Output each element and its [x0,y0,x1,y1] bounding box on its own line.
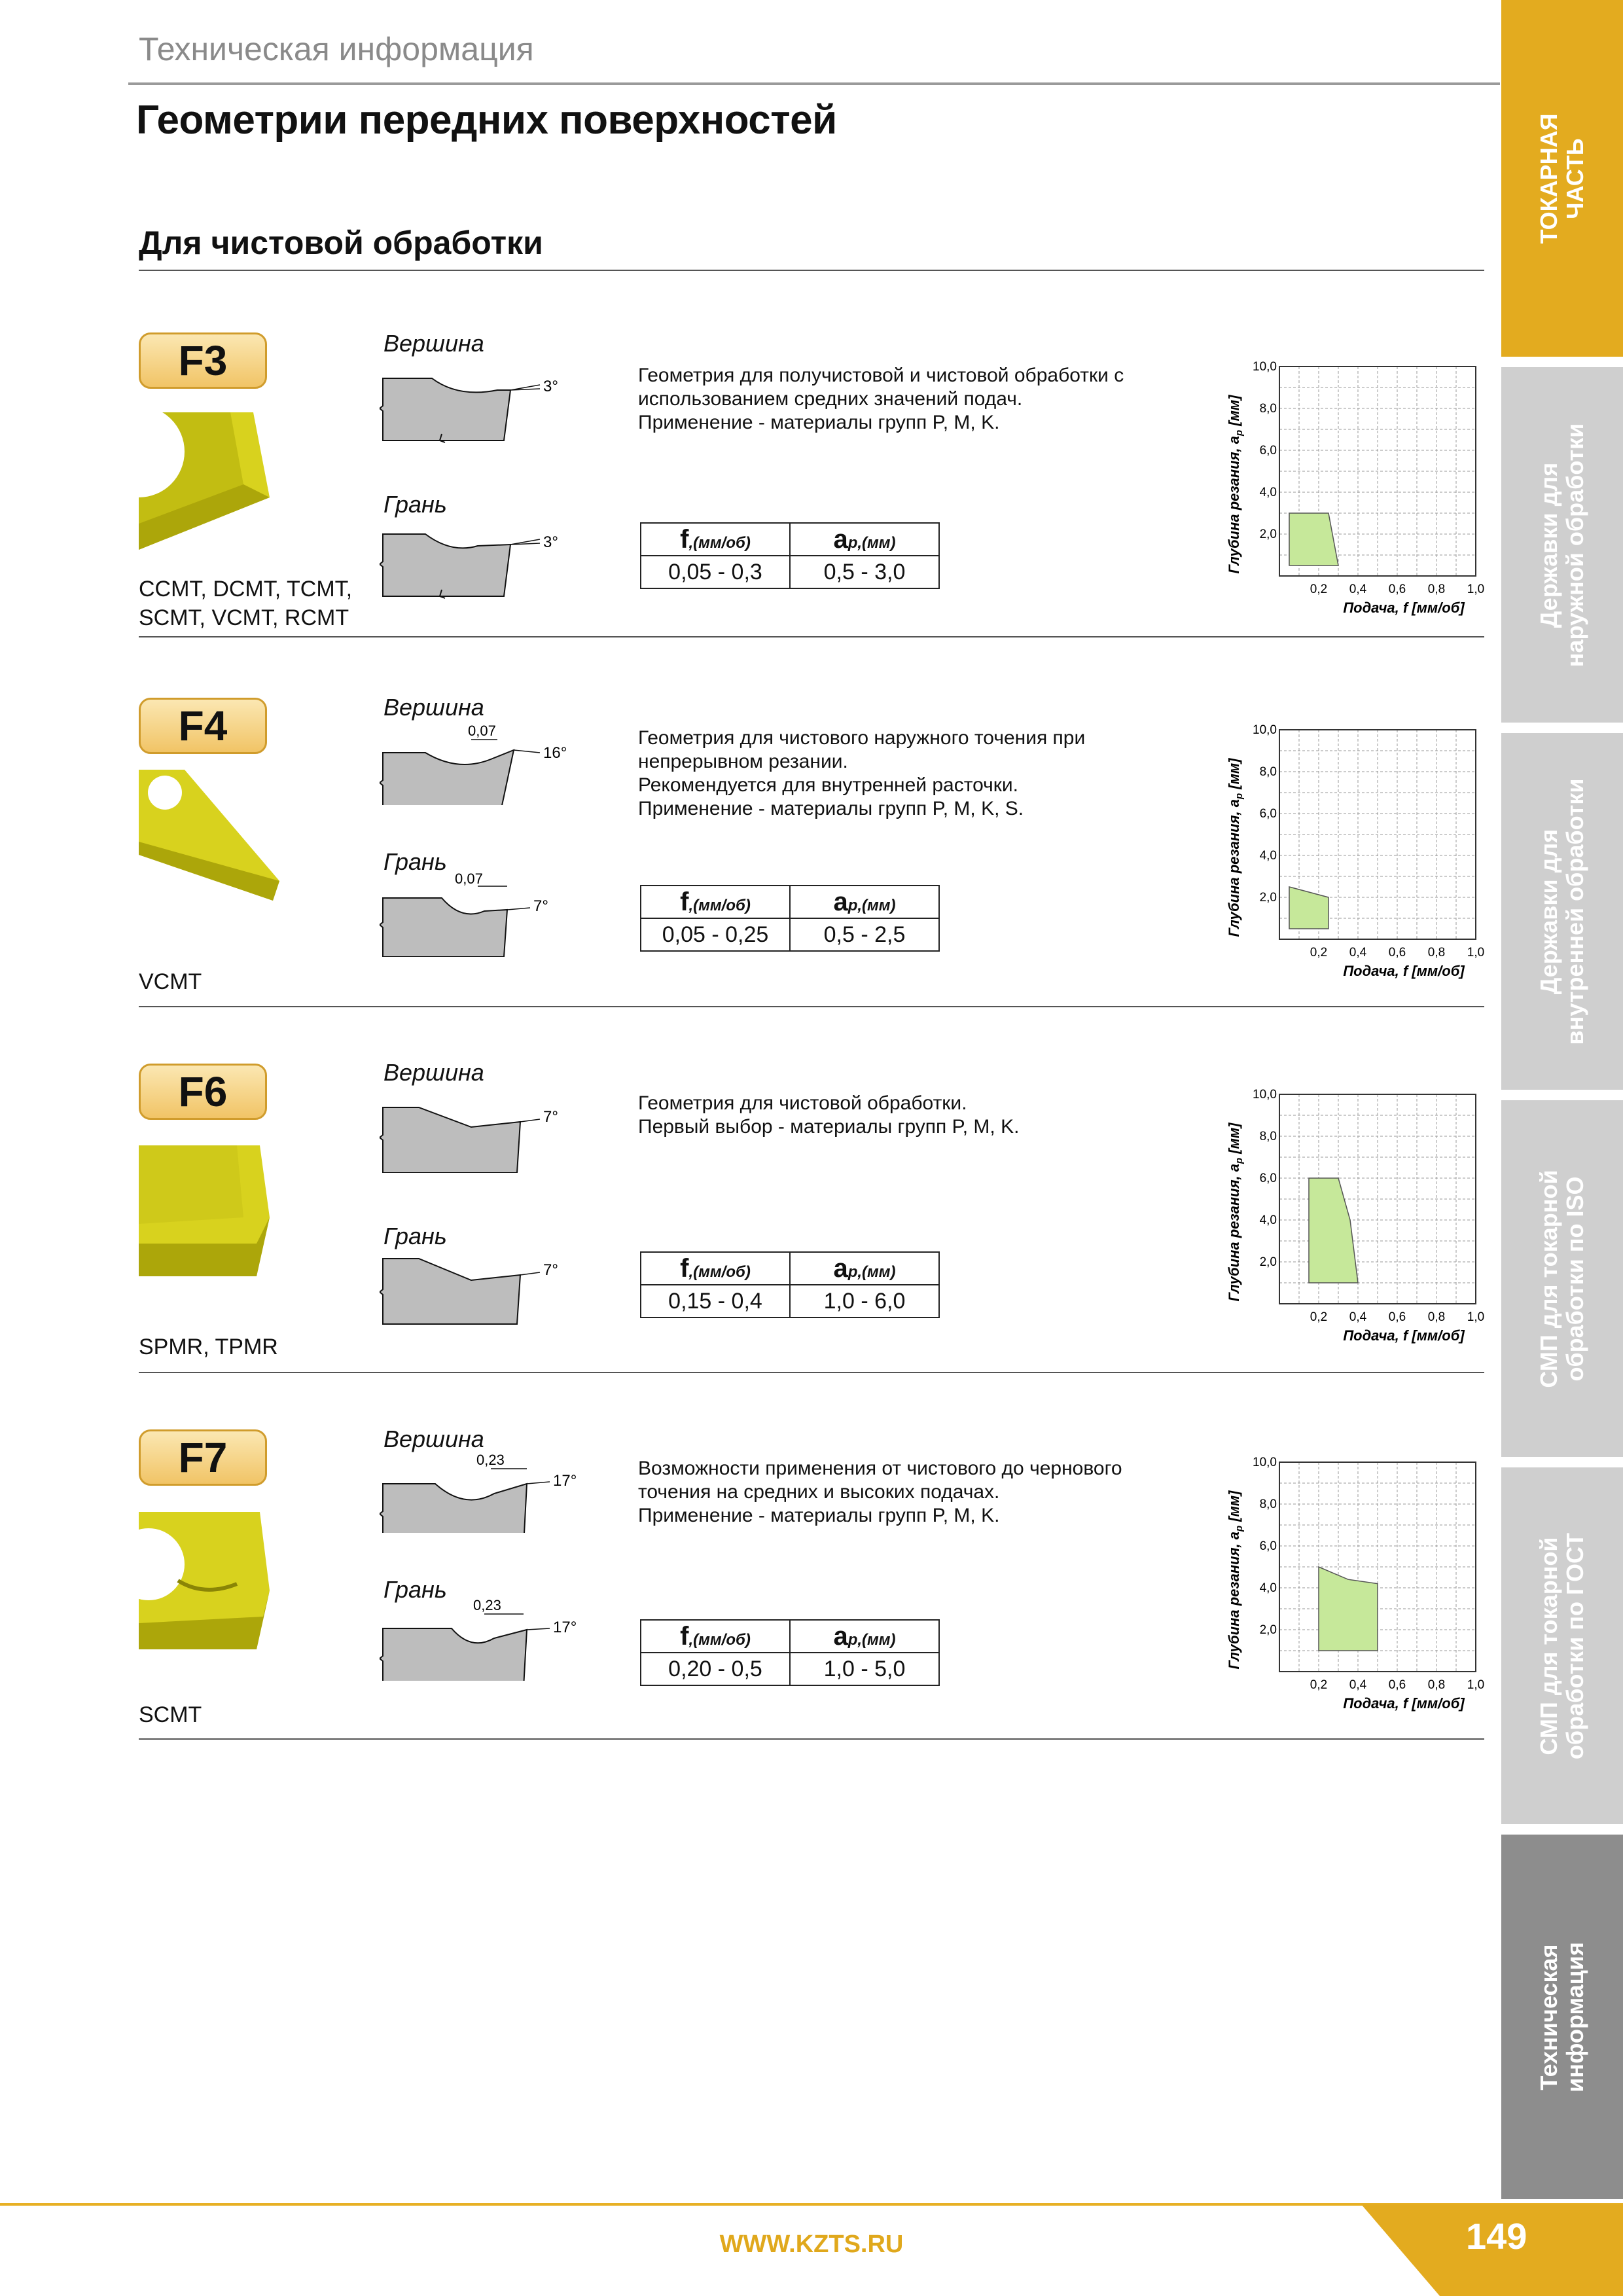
x-axis-label: Подача, f [мм/об] [1343,1327,1465,1344]
sidebar-tab-internal-holders[interactable] [1501,733,1623,1090]
table-row [641,556,939,588]
table-header-row [641,1620,939,1653]
y-tick-label: 4,0 [1259,486,1277,499]
table-header-row [641,1252,939,1285]
feed-depth-chart-f6 [1211,1081,1486,1356]
table-row [641,1285,939,1318]
vertex-profile-drawing [380,1088,596,1173]
insert-photo-f6 [139,1145,296,1283]
depth-header: ap,(мм) [790,1620,939,1653]
geometry-code-badge: F4 [139,698,267,754]
page-title: Геометрии передних поверхностей [136,98,837,143]
vertex-view-label: Вершина [383,1059,484,1086]
sidebar-tab-technical-info[interactable] [1501,1835,1623,2199]
description-line: Геометрия для получистовой и чистовой обработки с [638,365,1124,386]
x-tick-label: 0,4 [1349,946,1367,960]
feed-value: 0,05 - 0,3 [641,556,790,588]
block-divider [139,1738,1484,1740]
x-tick-label: 0,2 [1310,1678,1328,1692]
x-tick-label: 0,4 [1349,583,1367,596]
depth-header: ap,(мм) [790,886,939,918]
y-tick-label: 6,0 [1259,444,1277,457]
sidebar-tab-turning[interactable] [1501,0,1623,357]
cutting-parameters-table [640,885,940,952]
geometry-description [638,726,1162,821]
y-tick-label: 2,0 [1259,891,1277,905]
description-line: Первый выбор - материалы групп P, M, K. [638,1116,1020,1138]
insert-type-line: SCMT [139,1702,202,1727]
vertex-land: 0,07 [468,723,496,739]
y-tick-label: 10,0 [1253,723,1277,737]
y-tick-label: 8,0 [1259,1498,1277,1511]
y-tick-label: 6,0 [1259,1172,1277,1185]
table-header-row [641,886,939,918]
application-area [1319,1567,1378,1651]
insert-types [139,967,202,996]
x-tick-label: 1,0 [1467,583,1485,596]
description-line: Возможности применения от чистового до чернового [638,1458,1122,1479]
y-axis-label: Глубина резания, $a_p$ [мм] [1226,395,1245,574]
sidebar-tab-label: СМП для токарной обработки по ГОСТ [1535,1532,1588,1759]
x-axis-label: Подача, f [мм/об] [1343,963,1465,979]
x-tick-label: 0,8 [1427,946,1446,960]
geometry-description [638,1457,1162,1528]
table-row [641,1653,939,1685]
x-axis-label: Подача, f [мм/об] [1343,600,1465,616]
table-row [641,918,939,951]
vertex-view-label: Вершина [383,1426,484,1452]
geometry-code-badge: F6 [139,1064,267,1120]
depth-value: 0,5 - 3,0 [790,556,939,588]
x-tick-label: 0,8 [1427,1678,1446,1692]
face-profile-drawing [380,872,596,957]
insert-type-line: CCMT, DCMT, TCMT, [139,577,353,601]
vertex-profile-drawing [380,359,596,444]
face-view-label: Грань [383,491,447,518]
x-tick-label: 1,0 [1467,946,1485,960]
x-tick-label: 0,8 [1427,583,1446,596]
header-section-label: Техническая информация [139,31,534,67]
feed-depth-chart-f3 [1211,353,1486,628]
vertex-angle: 3° [543,378,558,395]
header-divider [128,82,1500,85]
sidebar-tab-label: ТОКАРНАЯ ЧАСТЬ [1535,113,1588,243]
face-land: 0,23 [473,1597,501,1613]
insert-photo-f7 [139,1512,296,1649]
depth-value: 1,0 - 5,0 [790,1653,939,1685]
sidebar-tab-inserts-gost[interactable] [1501,1467,1623,1824]
application-area [1289,513,1338,565]
x-tick-label: 0,6 [1388,946,1406,960]
y-tick-label: 4,0 [1259,849,1277,863]
description-line: точения на средних и высоких подачах. [638,1481,1000,1503]
sidebar-tab-inserts-iso[interactable] [1501,1100,1623,1457]
description-line: Применение - материалы групп P, M, K. [638,412,1000,433]
y-axis-label: Глубина резания, $a_p$ [мм] [1226,1490,1245,1670]
insert-type-line: VCMT [139,969,202,994]
block-divider [139,1006,1484,1007]
face-angle: 17° [553,1619,577,1636]
x-tick-label: 0,6 [1388,1310,1406,1324]
vertex-angle: 7° [543,1108,558,1126]
depth-header: ap,(мм) [790,1252,939,1285]
section-title: Для чистовой обработки [139,224,543,261]
insert-type-line: SCMT, VCMT, RCMT [139,605,349,630]
feed-header: f,(мм/об) [641,1252,790,1285]
vertex-angle: 17° [553,1472,577,1490]
block-divider [139,1372,1484,1373]
cutting-parameters-table [640,522,940,589]
depth-header: ap,(мм) [790,523,939,556]
face-view-label: Грань [383,1576,447,1603]
feed-depth-chart-f4 [1211,717,1486,992]
description-line: Геометрия для чистовой обработки. [638,1092,967,1114]
y-tick-label: 2,0 [1259,1623,1277,1637]
y-tick-label: 10,0 [1253,360,1277,374]
y-tick-label: 6,0 [1259,807,1277,821]
sidebar-tab-label: СМП для токарной обработки по ISO [1535,1169,1588,1388]
description-line: использованием средних значений подач. [638,388,1023,410]
x-tick-label: 0,4 [1349,1678,1367,1692]
feed-value: 0,05 - 0,25 [641,918,790,951]
face-profile-drawing [380,1242,596,1327]
y-tick-label: 4,0 [1259,1213,1277,1227]
insert-types [139,575,352,632]
insert-type-line: SPMR, TPMR [139,1335,278,1359]
page-number: 149 [1466,2215,1527,2257]
vertex-profile-drawing [380,720,596,805]
face-angle: 7° [533,897,548,915]
vertex-land: 0,23 [476,1452,505,1468]
y-tick-label: 10,0 [1253,1088,1277,1102]
table-header-row [641,523,939,556]
vertex-profile-drawing [380,1448,596,1533]
x-tick-label: 1,0 [1467,1678,1485,1692]
y-axis-label: Глубина резания, $a_p$ [мм] [1226,1122,1245,1302]
cutting-parameters-table [640,1619,940,1686]
y-axis-label: Глубина резания, $a_p$ [мм] [1226,758,1245,937]
x-tick-label: 0,4 [1349,1310,1367,1324]
x-tick-label: 0,8 [1427,1310,1446,1324]
sidebar-tab-label: Техническая информация [1535,1941,1588,2092]
face-view-label: Грань [383,848,447,875]
application-area [1289,887,1329,929]
face-profile-drawing [380,514,596,600]
face-land: 0,07 [455,872,483,887]
feed-value: 0,20 - 0,5 [641,1653,790,1685]
geometry-code-badge: F7 [139,1429,267,1486]
depth-value: 1,0 - 6,0 [790,1285,939,1318]
insert-types [139,1700,202,1729]
description-line: Рекомендуется для внутренней расточки. [638,774,1019,796]
face-angle: 7° [543,1261,558,1279]
x-tick-label: 1,0 [1467,1310,1485,1324]
vertex-angle: 16° [543,744,567,762]
y-tick-label: 2,0 [1259,1255,1277,1269]
insert-photo-f4 [139,770,296,907]
y-tick-label: 8,0 [1259,1130,1277,1143]
insert-types [139,1333,278,1361]
description-line: Применение - материалы групп P, M, K, S. [638,798,1024,819]
y-tick-label: 4,0 [1259,1581,1277,1595]
x-tick-label: 0,6 [1388,583,1406,596]
x-tick-label: 0,6 [1388,1678,1406,1692]
description-line: Геометрия для чистового наружного точения при [638,727,1086,749]
description-line: непрерывном резании. [638,751,848,772]
sidebar-tab-label: Державки для внутренней обработки [1535,778,1588,1045]
y-tick-label: 6,0 [1259,1539,1277,1553]
description-line: Применение - материалы групп P, M, K. [638,1505,1000,1526]
x-tick-label: 0,2 [1310,583,1328,596]
insert-photo-f3 [139,412,296,550]
x-tick-label: 0,2 [1310,1310,1328,1324]
sidebar-tab-label: Державки для наружной обработки [1535,423,1588,667]
feed-header: f,(мм/об) [641,523,790,556]
sidebar-tab-external-holders[interactable] [1501,367,1623,723]
geometry-description [638,1092,1162,1139]
vertex-view-label: Вершина [383,694,484,721]
geometry-description [638,364,1162,435]
y-tick-label: 8,0 [1259,402,1277,416]
y-tick-label: 2,0 [1259,528,1277,541]
footer-website-link[interactable]: WWW.KZTS.RU [719,2231,904,2258]
face-view-label: Грань [383,1223,447,1249]
section-divider [139,270,1484,271]
y-tick-label: 8,0 [1259,765,1277,779]
depth-value: 0,5 - 2,5 [790,918,939,951]
y-tick-label: 10,0 [1253,1456,1277,1469]
geometry-code-badge: F3 [139,332,267,389]
feed-header: f,(мм/об) [641,886,790,918]
x-tick-label: 0,2 [1310,946,1328,960]
feed-value: 0,15 - 0,4 [641,1285,790,1318]
face-profile-drawing [380,1596,596,1681]
vertex-view-label: Вершина [383,330,484,357]
face-angle: 3° [543,533,558,551]
application-area [1309,1178,1358,1283]
cutting-parameters-table [640,1251,940,1318]
x-axis-label: Подача, f [мм/об] [1343,1695,1465,1712]
feed-depth-chart-f7 [1211,1449,1486,1724]
block-divider [139,636,1484,637]
feed-header: f,(мм/об) [641,1620,790,1653]
